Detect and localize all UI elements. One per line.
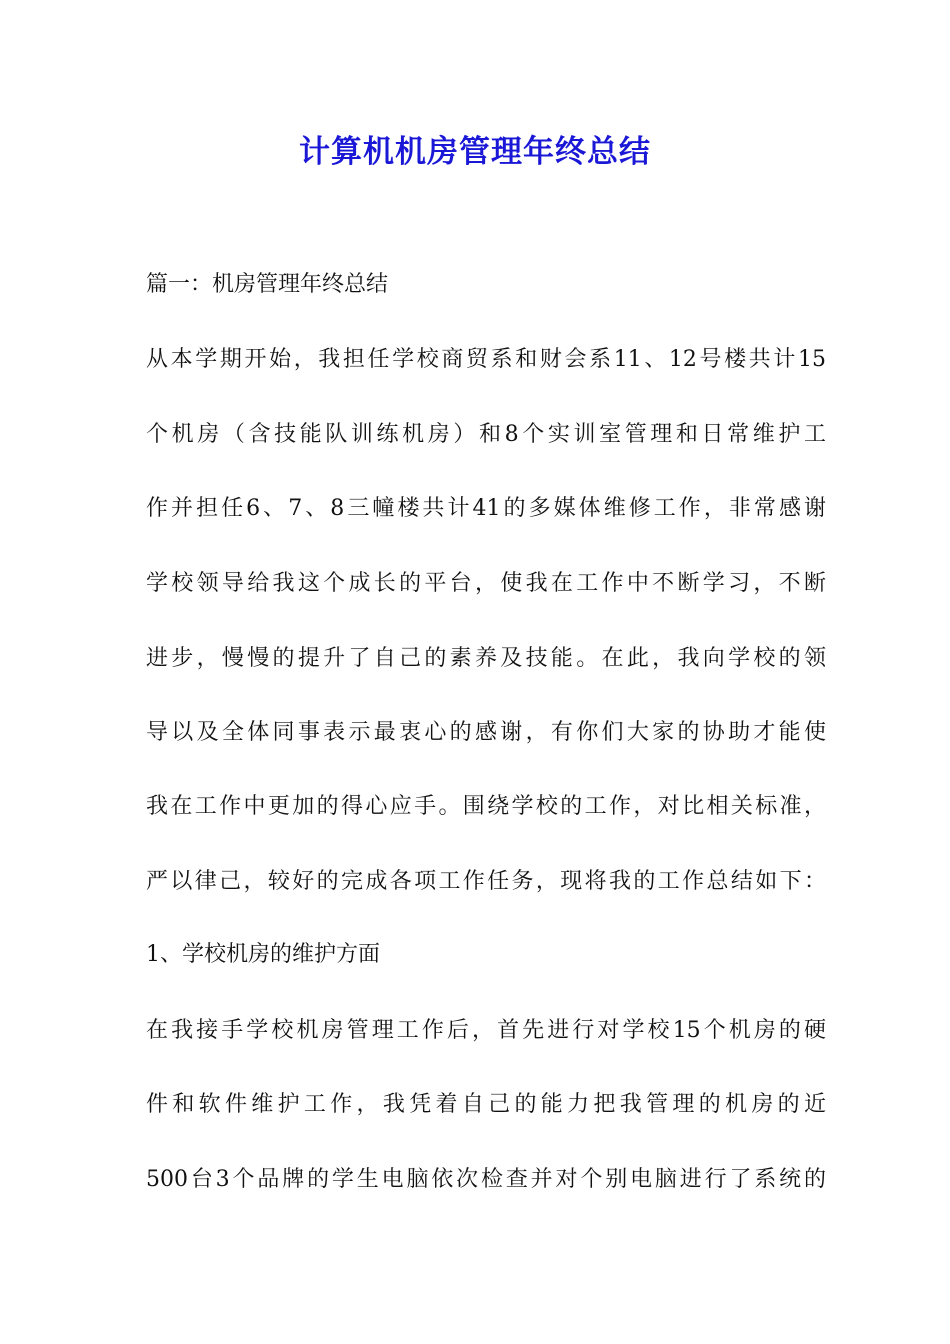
paragraph-line: 学校领导给我这个成长的平台，使我在工作中不断学习，不断 <box>146 571 826 596</box>
paragraph-line: 件和软件维护工作，我凭着自己的能力把我管理的机房的近 <box>146 1092 826 1117</box>
paragraph-line: 进步，慢慢的提升了自己的素养及技能。在此，我向学校的领 <box>146 646 826 671</box>
paragraph-line: 500台3个品牌的学生电脑依次检查并对个别电脑进行了系统的 <box>146 1167 826 1192</box>
paragraph-line: 导以及全体同事表示最衷心的感谢，有你们大家的协助才能使 <box>146 720 826 745</box>
paragraph-line: 个机房（含技能队训练机房）和8个实训室管理和日常维护工 <box>146 422 826 447</box>
paragraph-line: 我在工作中更加的得心应手。围绕学校的工作，对比相关标准， <box>146 794 826 819</box>
paragraph-line: 作并担任6、7、8三幢楼共计41的多媒体维修工作，非常感谢 <box>146 496 826 521</box>
document-title: 计算机机房管理年终总结 <box>299 134 651 170</box>
paragraph-line: 从本学期开始，我担任学校商贸系和财会系11、12号楼共计15 <box>146 347 826 372</box>
paragraph-line: 严以律己，较好的完成各项工作任务，现将我的工作总结如下： <box>146 869 826 894</box>
section-heading: 篇一：机房管理年终总结 <box>146 272 389 297</box>
paragraph-line: 在我接手学校机房管理工作后，首先进行对学校15个机房的硬 <box>146 1018 826 1043</box>
section-heading: 1、学校机房的维护方面 <box>146 942 380 967</box>
